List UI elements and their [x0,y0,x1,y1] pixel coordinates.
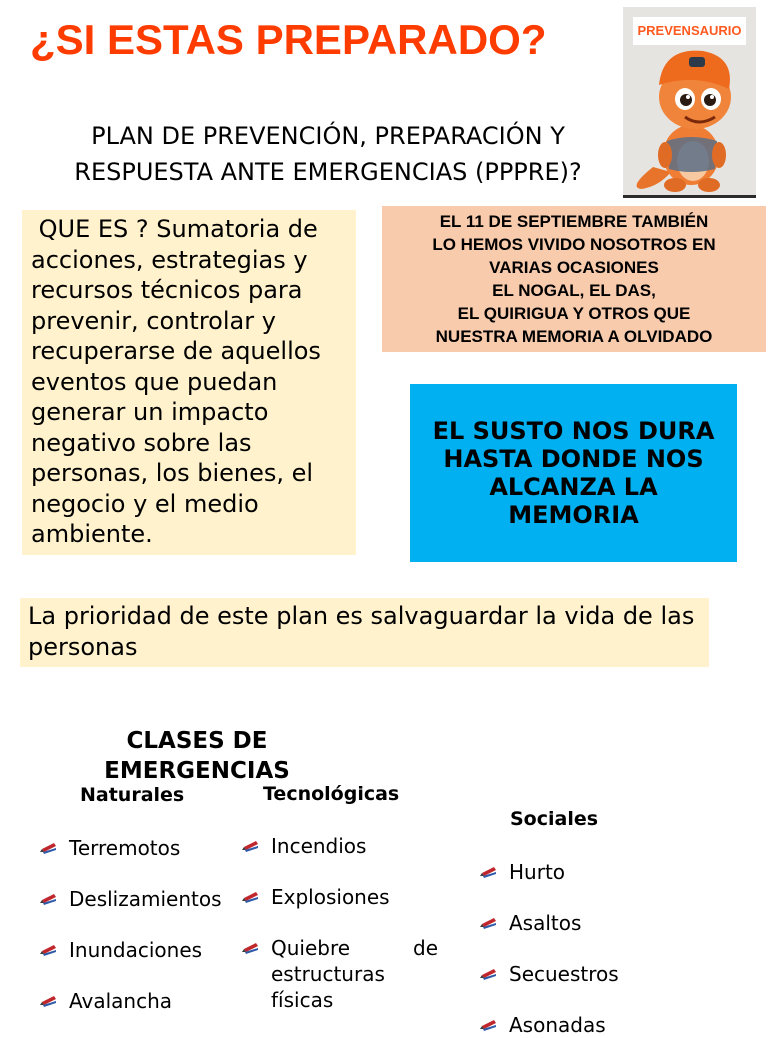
pencil-bullet-icon [40,993,58,1007]
dinosaur-mascot-icon [623,37,756,195]
pencil-bullet-icon [480,915,498,929]
list-item: Incendios [271,834,367,858]
mascot-image [623,7,756,198]
pencil-bullet-icon [480,864,498,878]
pencil-bullet-icon [242,940,260,954]
mascot-label: PREVENSAURIO [633,17,746,45]
page-title: ¿SI ESTAS PREPARADO? [30,16,547,63]
pencil-bullet-icon [480,966,498,980]
list-item: Explosiones [271,885,390,909]
list-item: Deslizamientos [69,887,222,911]
naturales-heading: Naturales [80,784,185,806]
list-item: Asonadas [509,1013,606,1037]
pencil-bullet-icon [40,891,58,905]
pencil-bullet-icon [480,1017,498,1031]
list-item: Quiebre de estructuras físicas [271,936,438,1012]
list-item: Asaltos [509,911,582,935]
emergency-classes-heading: CLASES DE EMERGENCIAS [104,728,290,784]
pencil-bullet-icon [40,942,58,956]
pencil-bullet-icon [242,838,260,852]
pencil-bullet-icon [40,840,58,854]
september-callout: EL 11 DE SEPTIEMBRE TAMBIÉN LO HEMOS VIVIDO NOSOTROS EN VARIAS OCASIONES EL NOGAL, EL DAS, EL QUIRIGUA Y OTROS QUE NUESTRA MEMORIA A OLVIDADO [382,206,766,352]
pencil-bullet-icon [242,889,260,903]
list-item: Avalancha [69,989,173,1013]
list-item: Secuestros [509,962,619,986]
list-item: Hurto [509,860,566,884]
que-es-definition: QUE ES ? Sumatoria de acciones, estrategias y recursos técnicos para prevenir, controlar y recuperarse de aquellos eventos que puedan generar un impacto negativo sobre las personas, los bienes, el negocio y el medio ambiente. [22,210,356,555]
sociales-heading: Sociales [510,808,599,830]
susto-callout: EL SUSTO NOS DURA HASTA DONDE NOS ALCANZA LA MEMORIA [410,384,737,562]
plan-subtitle: PLAN DE PREVENCIÓN, PREPARACIÓN Y RESPUESTA ANTE EMERGENCIAS (PPPRE)? [74,122,582,186]
priority-statement: La prioridad de este plan es salvaguardar la vida de las personas [20,598,709,667]
tecnologicas-heading: Tecnológicas [263,783,400,805]
list-item: Terremotos [69,836,181,860]
list-item: Inundaciones [69,938,203,962]
